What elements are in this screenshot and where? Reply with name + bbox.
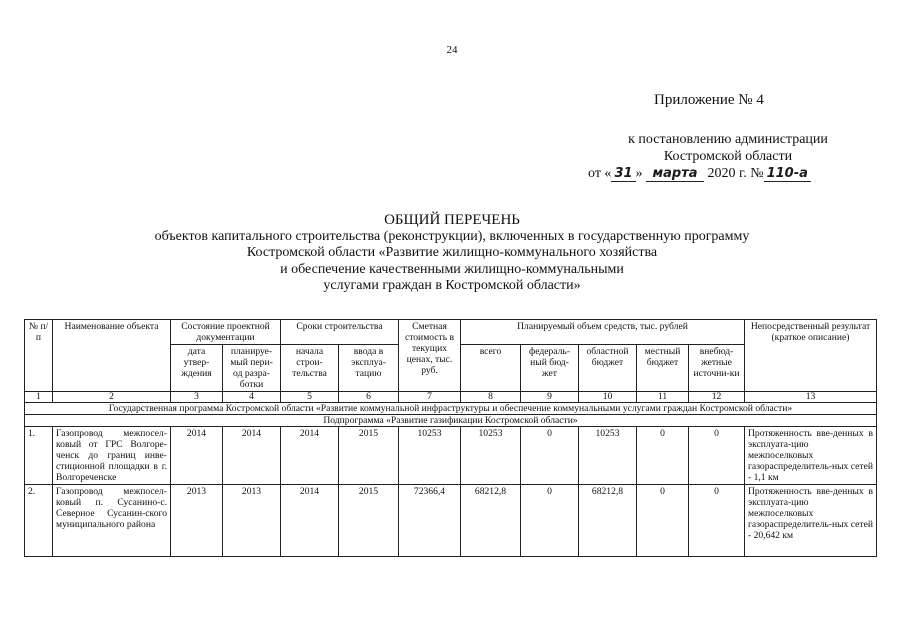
row-start: 2014	[281, 427, 339, 485]
row-commissioning: 2015	[339, 485, 399, 557]
column-numbers-row	[25, 392, 877, 403]
column-number: 1	[25, 392, 53, 403]
decree-date-prefix: от «	[588, 166, 612, 181]
appendix-label: Приложение № 4	[654, 92, 764, 108]
header-total: всего	[461, 345, 521, 392]
row-approval-date: 2013	[171, 485, 223, 557]
header-commissioning: ввода в эксплуа-тацию	[339, 345, 399, 392]
header-construction-terms: Сроки строительства	[281, 320, 399, 345]
header-approval-date: дата утвер-ждения	[171, 345, 223, 392]
row-federal: 0	[521, 427, 579, 485]
row-regional: 68212,8	[579, 485, 637, 557]
column-number: 5	[281, 392, 339, 403]
column-number: 12	[689, 392, 745, 403]
subprogram-title: Подпрограмма «Развитие газификации Костромской области»	[25, 415, 877, 427]
header-extra: внебюд-жетные источни-ки	[689, 345, 745, 392]
header-num: № п/п	[25, 320, 53, 392]
column-number: 8	[461, 392, 521, 403]
decree-line-1: к постановлению администрации	[628, 132, 828, 147]
document-subtitle-line-4: и обеспечение качественными жилищно-коммунальными	[280, 261, 624, 277]
decree-date-mid: »	[635, 166, 643, 181]
header-row-1	[25, 320, 877, 345]
program-row	[25, 403, 877, 415]
row-object-name: Газопровод межпосел-ковый п. Сусанино-с. Северное Сусанин-ского муниципального района	[53, 485, 171, 557]
header-name: Наименование объекта	[53, 320, 171, 392]
header-planned-funds: Планируемый объем средств, тыс. рублей	[461, 320, 745, 345]
row-object-name: Газопровод межпосел-ковый от ГРС Волгоре-ченск до границ инве-стиционной площадки в г. Волгореченске	[53, 427, 171, 485]
row-extra: 0	[689, 427, 745, 485]
row-result: Протяженность вве-денных в эксплуата-цию межпоселковых газораспределитель-ных сетей - 20,642 км	[745, 485, 877, 557]
column-number: 4	[223, 392, 281, 403]
row-approval-date: 2014	[171, 427, 223, 485]
header-result: Непосредственный результат (краткое описание)	[745, 320, 877, 392]
column-number: 7	[399, 392, 461, 403]
header-planned-period: планируе-мый пери-од разра-ботки	[223, 345, 281, 392]
column-number: 10	[579, 392, 637, 403]
table-row	[25, 485, 877, 557]
decree-date-line	[588, 166, 868, 182]
row-planned-period: 2013	[223, 485, 281, 557]
column-number: 3	[171, 392, 223, 403]
row-total: 10253	[461, 427, 521, 485]
row-planned-period: 2014	[223, 427, 281, 485]
table-row	[25, 427, 877, 485]
column-number: 6	[339, 392, 399, 403]
row-total: 68212,8	[461, 485, 521, 557]
row-federal: 0	[521, 485, 579, 557]
decree-number-handwritten: 110-а	[764, 166, 811, 182]
column-number: 11	[637, 392, 689, 403]
row-estimated-cost: 72366,4	[399, 485, 461, 557]
header-estimated-cost: Сметная стоимость в текущих ценах, тыс. руб.	[399, 320, 461, 392]
row-num: 2.	[25, 485, 53, 557]
header-federal: федераль-ный бюд-жет	[521, 345, 579, 392]
row-num: 1.	[25, 427, 53, 485]
document-subtitle-line-5: услугами граждан в Костромской области»	[323, 278, 581, 293]
row-result: Протяженность вве-денных в эксплуата-цию межпоселковых газораспределитель-ных сетей - 1,1 км	[745, 427, 877, 485]
column-number: 9	[521, 392, 579, 403]
document-title: ОБЩИЙ ПЕРЕЧЕНЬ	[384, 212, 520, 228]
row-local: 0	[637, 427, 689, 485]
header-start: начала строи-тельства	[281, 345, 339, 392]
column-number: 13	[745, 392, 877, 403]
document-title-block	[0, 212, 904, 295]
document-subtitle-line-2: объектов капитального строительства (реконструкции), включенных в государственную программу	[154, 228, 750, 244]
decree-line-2: Костромской области	[663, 149, 793, 164]
row-start: 2014	[281, 485, 339, 557]
subprogram-row	[25, 415, 877, 427]
row-commissioning: 2015	[339, 427, 399, 485]
decree-day-handwritten: 31	[611, 166, 635, 182]
header-regional: областной бюджет	[579, 345, 637, 392]
objects-table	[24, 319, 877, 557]
document-subtitle-line-3: Костромской области «Развитие жилищно-коммунального хозяйства	[246, 245, 658, 260]
row-local: 0	[637, 485, 689, 557]
row-estimated-cost: 10253	[399, 427, 461, 485]
page-number: 24	[446, 44, 458, 56]
column-number: 2	[53, 392, 171, 403]
decree-year-text: 2020 г. №	[707, 166, 764, 181]
decree-month-handwritten: марта	[646, 166, 704, 182]
header-local: местный бюджет	[637, 345, 689, 392]
program-title: Государственная программа Костромской области «Развитие коммунальной инфраструктуры и обеспечение коммунальными услугами граждан Костромской области»	[25, 403, 877, 415]
header-design-state: Состояние проектной документации	[171, 320, 281, 345]
row-regional: 10253	[579, 427, 637, 485]
row-extra: 0	[689, 485, 745, 557]
